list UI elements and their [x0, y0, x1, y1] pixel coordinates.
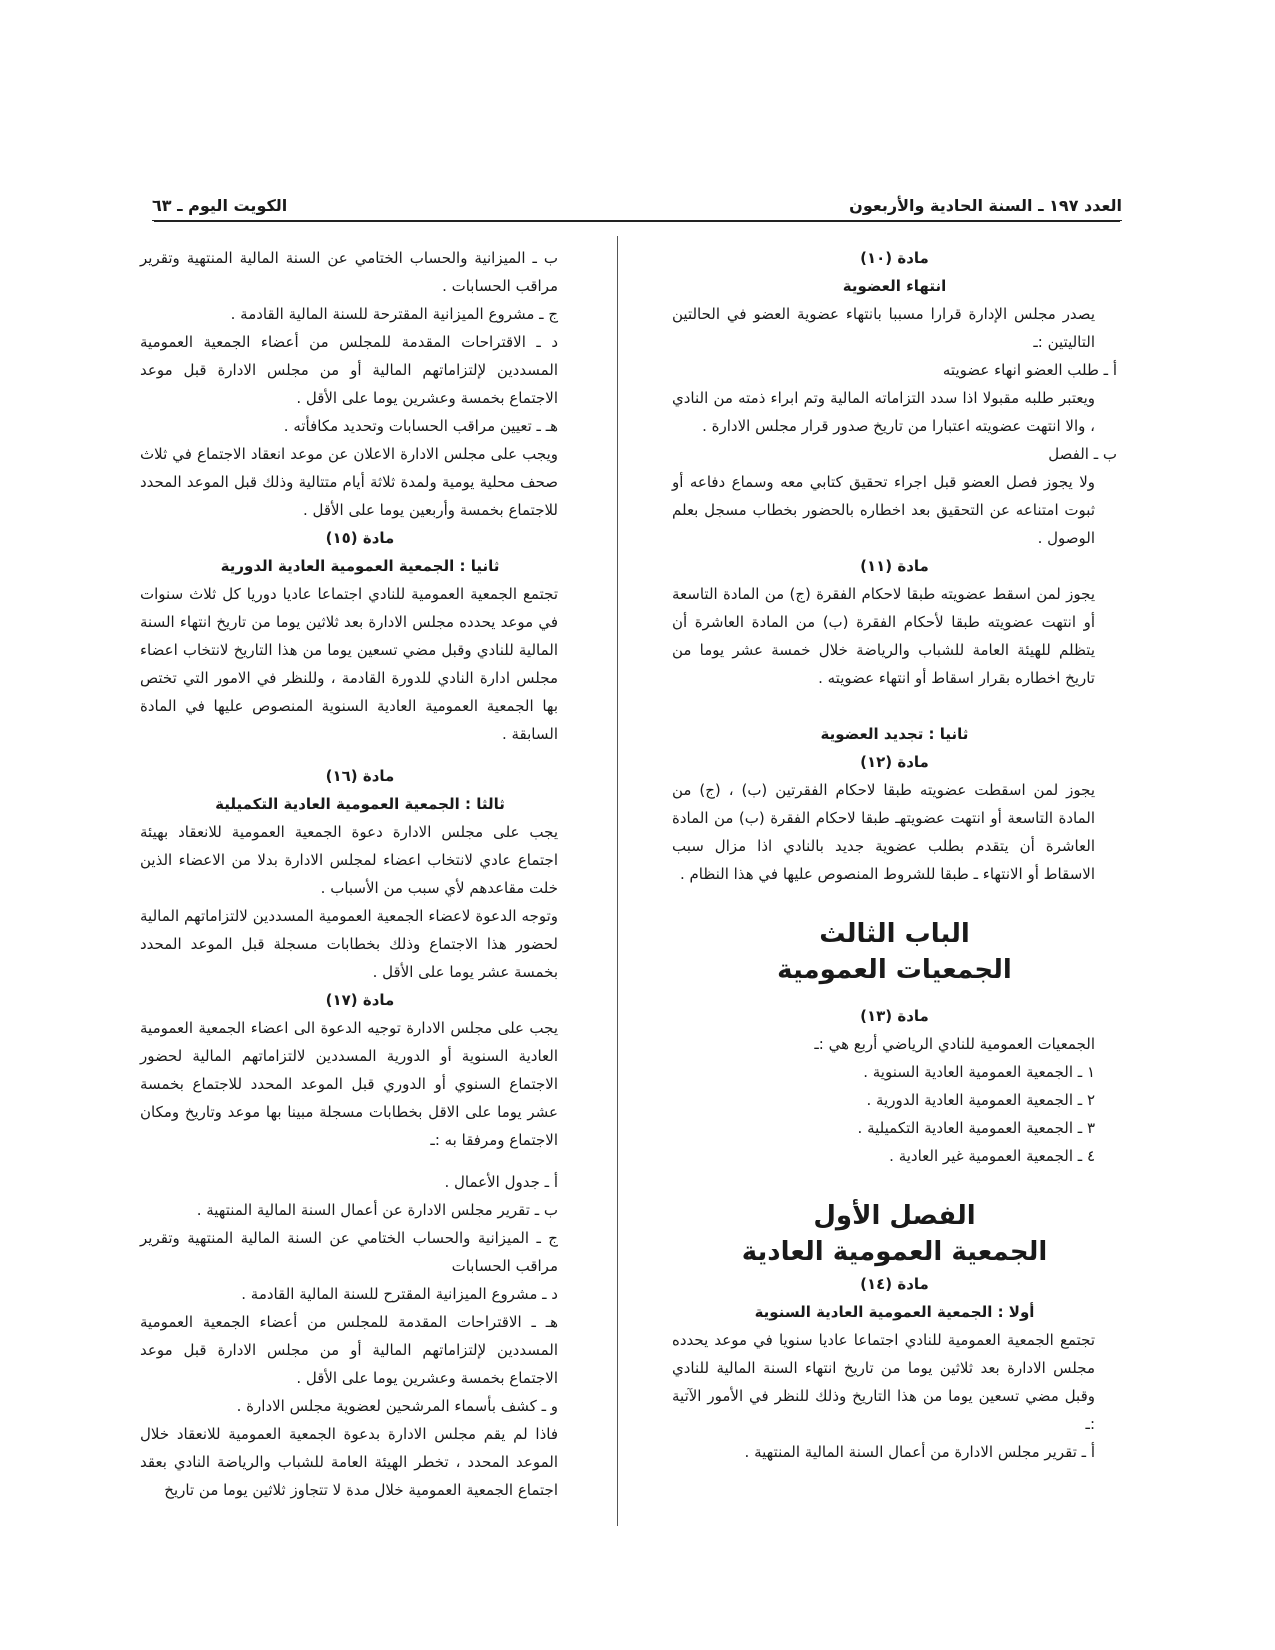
- article-15-heading: مادة (١٥): [325, 529, 395, 547]
- clause: د ـ الاقتراحات المقدمة للمجلس من أعضاء الجمعية العمومية المسددين لإلتزاماتهم المالية أو من مجلس الادارة قبل موعد الاجتماع بخمسة وعشرين يوما على الأقل .: [140, 333, 558, 407]
- list-item: ٣ ـ الجمعية العمومية العادية التكميلية .: [857, 1119, 1095, 1137]
- annual-assembly-title: أولا : الجمعية العمومية العادية السنوية: [754, 1303, 1035, 1321]
- list-item: ١ ـ الجمعية العمومية العادية السنوية .: [863, 1063, 1095, 1081]
- left-column: [140, 244, 580, 1504]
- article-16-heading: مادة (١٦): [325, 767, 395, 785]
- clause: أ ـ جدول الأعمال .: [444, 1173, 558, 1191]
- article-14-heading: مادة (١٤): [860, 1275, 929, 1293]
- chapter-subtitle: الجمعيات العمومية: [777, 955, 1012, 985]
- clause: و ـ كشف بأسماء المرشحين لعضوية مجلس الادارة .: [236, 1397, 558, 1415]
- paragraph: الجمعيات العمومية للنادي الرياضي أربع هي :ـ: [814, 1035, 1095, 1053]
- column-divider: [617, 236, 618, 1526]
- paragraph: ويجب على مجلس الادارة الاعلان عن موعد انعقاد الاجتماع في ثلاث صحف محلية يومية ولمدة ثلاثة أيام متتالية وذلك قبل الموعد المحدد للاجتماع بخمسة وأربعين يوما على الأقل .: [140, 445, 558, 519]
- clause: ب ـ تقرير مجلس الادارة عن أعمال السنة المالية المنتهية .: [196, 1201, 558, 1219]
- article-12-heading: مادة (١٢): [860, 753, 929, 771]
- paragraph: تجتمع الجمعية العمومية للنادي اجتماعا عاديا دوريا كل ثلاث سنوات في موعد يحدده مجلس الادارة بعد ثلاثين يوما من تاريخ انتهاء السنة المالية للنادي وقبل مضي تسعين يوما من هذا التاريخ لانتخاب اعضاء مجلس ادارة النادي للدورة القادمة ، وللنظر في الامور التي تختص بها الجمعية العمومية العادية السنوية المنصوص عليها في المادة السابقة .: [140, 585, 558, 743]
- article-13-heading: مادة (١٣): [860, 1007, 929, 1025]
- paragraph: وتوجه الدعوة لاعضاء الجمعية العمومية المسددين لالتزاماتهم المالية لحضور هذا الاجتماع وذلك بخطابات مسجلة قبل الموعد المحدد بخمسة عشر يوما على الأقل .: [140, 907, 558, 981]
- article-10-title: انتهاء العضوية: [842, 277, 947, 295]
- clause: هـ ـ تعيين مراقب الحسابات وتحديد مكافأته .: [283, 417, 558, 435]
- clause: ج ـ مشروع الميزانية المقترحة للسنة المالية القادمة .: [230, 305, 558, 323]
- issue-number: العدد ١٩٧ ـ السنة الحادية والأربعون: [849, 196, 1122, 215]
- clause: ب ـ الميزانية والحساب الختامي عن السنة المالية المنتهية وتقرير مراقب الحسابات .: [140, 249, 558, 295]
- paragraph: يجوز لمن اسقط عضويته طبقا لاحكام الفقرة (ج) من المادة التاسعة أو انتهت عضويته طبقا لأحكام الفقرة (ب) من المادة العاشرة أن يتظلم للهيئة العامة للشباب والرياضة خلال خمسة عشر يوما من تاريخ اخطاره بقرار اسقاط أو انتهاء عضويته .: [672, 585, 1095, 687]
- article-17-heading: مادة (١٧): [325, 991, 395, 1009]
- paragraph: ويعتبر طلبه مقبولا اذا سدد التزاماته المالية وتم ابراء ذمته من النادي ، والا انتهت عضويته اعتبارا من تاريخ صدور قرار مجلس الادارة .: [672, 389, 1095, 435]
- list-item: ٢ ـ الجمعية العمومية العادية الدورية .: [866, 1091, 1095, 1109]
- article-10-heading: مادة (١٠): [860, 249, 929, 267]
- paragraph: يجوز لمن اسقطت عضويته طبقا لاحكام الفقرتين (ب) ، (ج) من المادة التاسعة أو انتهت عضويتهـ طبقا لاحكام الفقرة (ب) من المادة العاشرة أن يتقدم بطلب عضوية جديد بالنادي اذا مزال سبب الاسقاط أو الانتهاء ـ طبقا للشروط المنصوص عليها في هذا النظام .: [672, 781, 1095, 883]
- paragraph: يجب على مجلس الادارة توجيه الدعوة الى اعضاء الجمعية العمومية العادية السنوية أو الدورية المسددين لالتزاماتهم المالية لحضور الاجتماع السنوي أو الدوري قبل الموعد المحدد للاجتماع بخمسة عشر يوما على الاقل بخطابات مسجلة مبينا بها موعد وتاريخ ومكان الاجتماع ومرفقا به :ـ: [140, 1019, 558, 1149]
- clause: هـ ـ الاقتراحات المقدمة للمجلس من أعضاء الجمعية العمومية المسددين لإلتزاماتهم المالية أو من مجلس الادارة قبل موعد الاجتماع بخمسة وعشرين يوما على الأقل .: [140, 1313, 558, 1387]
- chapter-title: الباب الثالث: [819, 919, 970, 949]
- paragraph: فاذا لم يقم مجلس الادارة بدعوة الجمعية العمومية للانعقاد خلال الموعد المحدد ، تخطر الهيئة العامة للشباب والرياضة النادي بعقد اجتماع الجمعية العمومية خلال مدة لا تتجاوز ثلاثين يوما من تاريخ: [140, 1425, 558, 1499]
- clause: د ـ مشروع الميزانية المقترح للسنة المالية القادمة .: [241, 1285, 558, 1303]
- clause: أ ـ تقرير مجلس الادارة من أعمال السنة المالية المنتهية .: [744, 1443, 1095, 1461]
- clause: ب ـ الفصل: [1048, 445, 1117, 463]
- article-11-heading: مادة (١١): [860, 557, 929, 575]
- paragraph: يصدر مجلس الإدارة قرارا مسببا بانتهاء عضوية العضو في الحالتين التاليتين :ـ: [672, 305, 1095, 351]
- section-title: الفصل الأول: [813, 1201, 976, 1231]
- right-column: [672, 244, 1117, 1504]
- clause: ج ـ الميزانية والحساب الختامي عن السنة المالية المنتهية وتقرير مراقب الحسابات: [140, 1229, 558, 1275]
- clause: أ ـ طلب العضو انهاء عضويته: [942, 361, 1117, 379]
- running-header: [152, 196, 1122, 221]
- renewal-section-title: ثانيا : تجديد العضوية: [820, 725, 969, 743]
- newspaper-title: الكويت اليوم ـ ٦٣: [152, 196, 288, 215]
- list-item: ٤ ـ الجمعية العمومية غير العادية .: [889, 1147, 1095, 1165]
- paragraph: تجتمع الجمعية العمومية للنادي اجتماعا عاديا سنويا في موعد يحدده مجلس الادارة بعد ثلاثين يوما من تاريخ انتهاء السنة المالية للنادي وقبل مضي تسعين يوما من هذا التاريخ وذلك للنظر في الأمور الآتية :ـ: [672, 1331, 1095, 1433]
- supplementary-assembly-title: ثالثا : الجمعية العمومية العادية التكميلية: [215, 795, 505, 813]
- paragraph: يجب على مجلس الادارة دعوة الجمعية العمومية للانعقاد بهيئة اجتماع عادي لانتخاب اعضاء لمجلس الادارة بدلا من الاعضاء الذين خلت مقاعدهم لأي سبب من الأسباب .: [140, 823, 558, 897]
- periodic-assembly-title: ثانيا : الجمعية العمومية العادية الدورية: [220, 557, 500, 575]
- paragraph: ولا يجوز فصل العضو قبل اجراء تحقيق كتابي معه وسماع دفاعه أو ثبوت امتناعه عن التحقيق بعد اخطاره بالحضور بخطاب مسجل بعلم الوصول .: [672, 473, 1095, 547]
- section-subtitle: الجمعية العمومية العادية: [741, 1237, 1048, 1267]
